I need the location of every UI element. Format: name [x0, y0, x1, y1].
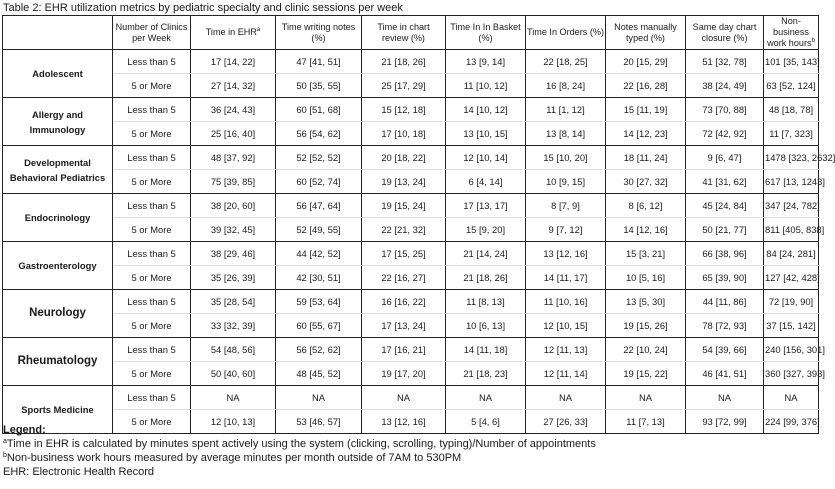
metric-cell: 14 [11, 17] [526, 266, 606, 290]
metric-cell: 25 [16, 40] [191, 122, 276, 146]
metric-cell: 53 [46, 57] [276, 410, 362, 434]
legend-note-b-marker: b [3, 452, 7, 459]
clinics-per-week-cell: Less than 5 [113, 98, 191, 122]
legend-note-ehr [3, 466, 817, 480]
metric-cell: 52 [52, 52] [276, 146, 362, 170]
specialty-cell: Neurology [3, 290, 113, 338]
table-row [3, 362, 819, 386]
metric-cell: 20 [18, 22] [362, 146, 446, 170]
header-footnote-marker: a [256, 27, 261, 33]
table-row [3, 386, 819, 410]
clinics-per-week-cell: 5 or More [113, 410, 191, 434]
metric-cell: 56 [54, 62] [276, 122, 362, 146]
metric-cell: 52 [49, 55] [276, 218, 362, 242]
metric-cell: 47 [41, 51] [276, 50, 362, 74]
metric-cell: 17 [13, 17] [446, 194, 526, 218]
header-cell-2 [191, 16, 276, 50]
metric-cell: 22 [18, 25] [526, 50, 606, 74]
specialty-cell: Allergy and Immunology [3, 98, 113, 146]
metric-cell: 11 [10, 12] [446, 74, 526, 98]
metric-cell: 72 [19, 90] [764, 290, 819, 314]
metric-cell: 14 [12, 23] [606, 122, 686, 146]
header-cell-specialty [3, 16, 113, 50]
header-cell-7 [606, 16, 686, 50]
clinics-per-week-cell: Less than 5 [113, 146, 191, 170]
metric-cell: 15 [12, 18] [362, 98, 446, 122]
metric-cell: NA [686, 386, 764, 410]
specialty-cell: Adolescent [3, 50, 113, 98]
metric-cell: 50 [40, 60] [191, 362, 276, 386]
header-footnote-marker: b [811, 38, 815, 44]
metric-cell: 10 [9, 15] [526, 170, 606, 194]
clinics-per-week-cell: Less than 5 [113, 290, 191, 314]
clinics-per-week-cell: 5 or More [113, 74, 191, 98]
legend-note-a-marker: a [3, 438, 7, 445]
metric-cell: 224 [99, 376] [764, 410, 819, 434]
metric-cell: 15 [10, 20] [526, 146, 606, 170]
metric-cell: 21 [18, 26] [362, 50, 446, 74]
metric-cell: 60 [51, 68] [276, 98, 362, 122]
header-cell-8 [686, 16, 764, 50]
metric-cell: 15 [9, 20] [446, 218, 526, 242]
clinics-per-week-cell: Less than 5 [113, 194, 191, 218]
metric-cell: 240 [156, 301] [764, 338, 819, 362]
metric-cell: 48 [45, 52] [276, 362, 362, 386]
metric-cell: 35 [28, 54] [191, 290, 276, 314]
metric-cell: 37 [15, 142] [764, 314, 819, 338]
header-label: Time in chart review (%) [377, 21, 430, 43]
metric-cell: 811 [405, 838] [764, 218, 819, 242]
metric-cell: 36 [24, 43] [191, 98, 276, 122]
clinics-per-week-cell: Less than 5 [113, 50, 191, 74]
table-title: Table 2: EHR utilization metrics by pediatric specialty and clinic sessions per week [3, 2, 403, 14]
metric-cell: 13 [5, 30] [606, 290, 686, 314]
clinics-per-week-cell: 5 or More [113, 266, 191, 290]
metric-cell: 11 [7, 323] [764, 122, 819, 146]
metric-cell: NA [526, 386, 606, 410]
metric-cell: 8 [7, 9] [526, 194, 606, 218]
metric-cell: 19 [17, 20] [362, 362, 446, 386]
metric-cell: 17 [14, 22] [191, 50, 276, 74]
header-label: Same day chart closure (%) [692, 21, 757, 43]
clinics-per-week-cell: Less than 5 [113, 338, 191, 362]
metric-cell: NA [362, 386, 446, 410]
metric-cell: 48 [37, 92] [191, 146, 276, 170]
metric-cell: 12 [11, 14] [526, 362, 606, 386]
metric-cell: 617 [13, 1243] [764, 170, 819, 194]
metric-cell: 16 [8, 24] [526, 74, 606, 98]
metric-cell: 48 [18, 78] [764, 98, 819, 122]
metric-cell: 11 [1, 12] [526, 98, 606, 122]
clinics-per-week-cell: Less than 5 [113, 386, 191, 410]
metric-cell: 44 [11, 86] [686, 290, 764, 314]
header-cell-4 [362, 16, 446, 50]
metric-cell: 44 [42, 52] [276, 242, 362, 266]
header-cell-6 [526, 16, 606, 50]
metric-cell: 101 [35, 143] [764, 50, 819, 74]
metric-cell: 14 [10, 12] [446, 98, 526, 122]
clinics-per-week-cell: 5 or More [113, 362, 191, 386]
table-row [3, 74, 819, 98]
metric-cell: 65 [39, 90] [686, 266, 764, 290]
metric-cell: 14 [12, 16] [606, 218, 686, 242]
metric-cell: 41 [31, 62] [686, 170, 764, 194]
metric-cell: 59 [53, 64] [276, 290, 362, 314]
metric-cell: 21 [18, 23] [446, 362, 526, 386]
table-row [3, 122, 819, 146]
metric-cell: 17 [15, 25] [362, 242, 446, 266]
metric-cell: 73 [70, 88] [686, 98, 764, 122]
header-label: Time In Orders (%) [527, 27, 604, 37]
metric-cell: 19 [15, 24] [362, 194, 446, 218]
metric-cell: 75 [39, 85] [191, 170, 276, 194]
metric-cell: 13 [12, 16] [362, 410, 446, 434]
metric-cell: 72 [42, 92] [686, 122, 764, 146]
metric-cell: 15 [3, 21] [606, 242, 686, 266]
metric-cell: 13 [9, 14] [446, 50, 526, 74]
metric-cell: 39 [32, 45] [191, 218, 276, 242]
metric-cell: 17 [10, 18] [362, 122, 446, 146]
metric-cell: NA [276, 386, 362, 410]
table-row [3, 170, 819, 194]
metric-cell: 22 [21, 32] [362, 218, 446, 242]
metric-cell: 22 [16, 27] [362, 266, 446, 290]
metric-cell: NA [446, 386, 526, 410]
specialty-cell: Developmental Behavioral Pediatrics [3, 146, 113, 194]
metric-cell: 35 [26, 39] [191, 266, 276, 290]
specialty-cell: Gastroenterology [3, 242, 113, 290]
metric-cell: 56 [52, 62] [276, 338, 362, 362]
header-cell-1 [113, 16, 191, 50]
specialty-cell: Rheumatology [3, 338, 113, 386]
metric-cell: 12 [10, 14] [446, 146, 526, 170]
metric-cell: 38 [20, 60] [191, 194, 276, 218]
header-cell-9 [764, 16, 819, 50]
specialty-cell: Sports Medicine [3, 386, 113, 434]
metric-cell: 63 [52, 124] [764, 74, 819, 98]
metric-cell: 56 [47, 64] [276, 194, 362, 218]
metric-cell: 19 [13, 24] [362, 170, 446, 194]
metric-cell: 50 [21, 77] [686, 218, 764, 242]
legend-note-a-text: Time in EHR is calculated by minutes spent actively using the system (clicking, scrolling, typing)/Number of appointments [6, 438, 596, 450]
metric-cell: NA [191, 386, 276, 410]
metric-cell: 84 [24, 281] [764, 242, 819, 266]
metric-cell: 347 [24, 782] [764, 194, 819, 218]
metric-cell: 360 [327, 393] [764, 362, 819, 386]
metric-cell: 127 [42, 428] [764, 266, 819, 290]
metric-cell: 11 [10, 16] [526, 290, 606, 314]
metric-cell: 51 [32, 78] [686, 50, 764, 74]
metric-cell: 17 [13, 24] [362, 314, 446, 338]
metric-cell: NA [764, 386, 819, 410]
header-cell-5 [446, 16, 526, 50]
ehr-metrics-table [2, 15, 835, 434]
metric-cell: 78 [72, 93] [686, 314, 764, 338]
header-label: Time writing notes (%) [281, 21, 356, 43]
table-row [3, 146, 819, 170]
metric-cell: 38 [29, 46] [191, 242, 276, 266]
metric-cell: 50 [35, 55] [276, 74, 362, 98]
metric-cell: 1478 [323, 2632] [764, 146, 819, 170]
legend [3, 424, 817, 480]
metric-cell: 12 [11, 13] [526, 338, 606, 362]
metric-cell: 60 [52, 74] [276, 170, 362, 194]
metric-cell: 10 [5, 16] [606, 266, 686, 290]
metric-cell: 13 [10, 15] [446, 122, 526, 146]
metric-cell: 27 [26, 33] [526, 410, 606, 434]
metric-cell: 66 [38, 96] [686, 242, 764, 266]
legend-note-b-text: Non-business work hours measured by average minutes per month outside of 7AM to 530PM [6, 452, 462, 464]
metric-cell: 12 [10, 13] [191, 410, 276, 434]
clinics-per-week-cell: 5 or More [113, 218, 191, 242]
header-label: Time In In Basket (%) [450, 21, 521, 43]
legend-note-ehr-text: EHR: Electronic Health Record [3, 466, 155, 478]
table-row [3, 338, 819, 362]
table-row [3, 98, 819, 122]
table-row [3, 290, 819, 314]
metric-cell: 9 [6, 47] [686, 146, 764, 170]
header-row [3, 16, 819, 50]
metric-cell: 46 [41, 51] [686, 362, 764, 386]
metric-cell: 27 [14, 32] [191, 74, 276, 98]
legend-note-a [3, 438, 817, 452]
metric-cell: 18 [11, 24] [606, 146, 686, 170]
metric-cell: 11 [8, 13] [446, 290, 526, 314]
metric-cell: 54 [39, 66] [686, 338, 764, 362]
specialty-cell: Endocrinology [3, 194, 113, 242]
table-row [3, 50, 819, 74]
header-cell-3 [276, 16, 362, 50]
metric-cell: 13 [12, 16] [526, 242, 606, 266]
header-label: Non-business work hours [767, 16, 812, 48]
metric-cell: 11 [7, 13] [606, 410, 686, 434]
metric-cell: 30 [27, 32] [606, 170, 686, 194]
table-row [3, 266, 819, 290]
metric-cell: 21 [18, 26] [446, 266, 526, 290]
metric-cell: 19 [15, 26] [606, 314, 686, 338]
metric-cell: 9 [7, 12] [526, 218, 606, 242]
metric-cell: 15 [11, 19] [606, 98, 686, 122]
metric-cell: 16 [16, 22] [362, 290, 446, 314]
metric-cell: 19 [15, 22] [606, 362, 686, 386]
metric-cell: 8 [6, 12] [606, 194, 686, 218]
metric-cell: 54 [48, 56] [191, 338, 276, 362]
metric-cell: 21 [14, 24] [446, 242, 526, 266]
table-row [3, 194, 819, 218]
metric-cell: 93 [72, 99] [686, 410, 764, 434]
clinics-per-week-cell: 5 or More [113, 314, 191, 338]
metric-cell: 33 [32, 39] [191, 314, 276, 338]
metric-cell: 60 [55, 67] [276, 314, 362, 338]
table-row [3, 218, 819, 242]
metric-cell: 20 [15, 29] [606, 50, 686, 74]
metric-cell: 13 [8, 14] [526, 122, 606, 146]
metric-cell: 25 [17, 29] [362, 74, 446, 98]
metric-cell: NA [606, 386, 686, 410]
metric-cell: 42 [30, 51] [276, 266, 362, 290]
clinics-per-week-cell: 5 or More [113, 170, 191, 194]
metric-cell: 22 [16, 28] [606, 74, 686, 98]
header-label: Number of Clinics per Week [115, 21, 188, 43]
table-row [3, 242, 819, 266]
metric-cell: 17 [16, 21] [362, 338, 446, 362]
table-row [3, 314, 819, 338]
header-label: Notes manually typed (%) [614, 21, 677, 43]
metric-cell: 22 [10, 24] [606, 338, 686, 362]
legend-note-b [3, 452, 817, 466]
clinics-per-week-cell: Less than 5 [113, 242, 191, 266]
metric-cell: 38 [24, 49] [686, 74, 764, 98]
metric-cell: 45 [24, 84] [686, 194, 764, 218]
legend-heading: Legend: [3, 424, 46, 436]
metric-cell: 5 [4, 6] [446, 410, 526, 434]
metric-cell: 10 [6, 13] [446, 314, 526, 338]
table-body [3, 50, 835, 434]
header-label: Time in EHR [205, 27, 257, 37]
clinics-per-week-cell: 5 or More [113, 122, 191, 146]
metric-cell: 6 [4, 14] [446, 170, 526, 194]
metric-cell: 12 [10, 15] [526, 314, 606, 338]
metric-cell: 14 [11, 18] [446, 338, 526, 362]
